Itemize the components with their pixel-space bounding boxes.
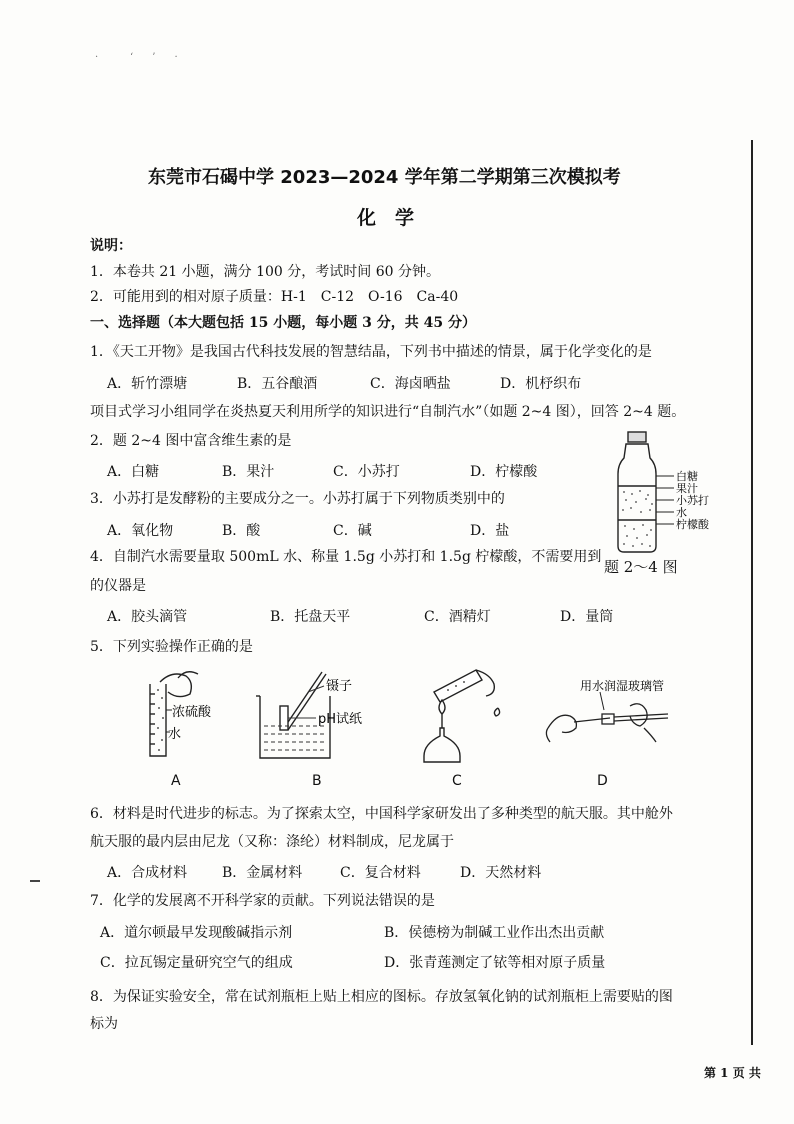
margin-mark: [30, 880, 40, 882]
bottle-label-soda: 小苏打: [676, 494, 709, 507]
q4-option-d: D．量筒: [560, 609, 614, 625]
binding-line: [751, 140, 753, 1045]
q3-option-c: C．碱: [333, 523, 372, 539]
project-intro: 项目式学习小组同学在炎热夏天利用所学的知识进行“自制汽水”（如题 2~4 图），回答 2~4 题。: [90, 404, 686, 420]
q6-stem-line1: 6．材料是时代进步的标志。为了探索太空，中国科学家研发出了多种类型的航天服。其中舱外: [90, 806, 673, 822]
q5-letter-c: C: [452, 773, 462, 789]
bottle-label-juice: 果汁: [676, 482, 698, 495]
q4-option-c: C．酒精灯: [424, 609, 491, 625]
q4-stem-line1: 4．自制汽水需要量取 500mL 水、称量 1.5g 小苏打和 1.5g 柠檬酸，不需要用到: [90, 549, 602, 565]
fig-a-label-acid: 浓硫酸: [172, 705, 212, 720]
q6-option-d: D．天然材料: [460, 865, 542, 881]
q7-option-c: C．拉瓦锡定量研究空气的组成: [100, 955, 293, 971]
q1-stem: 1．《天工开物》是我国古代科技发展的智慧结晶，下列书中描述的情景，属于化学变化的是: [90, 344, 652, 360]
q1-option-c: C．海卤晒盐: [370, 376, 451, 392]
notes-heading: 说明：: [90, 238, 132, 254]
note-1: 1．本卷共 21 小题，满分 100 分，考试时间 60 分钟。: [90, 264, 440, 280]
q7-option-a: A．道尔顿最早发现酸碱指示剂: [100, 925, 293, 941]
q6-option-a: A．合成材料: [107, 865, 188, 881]
q2-option-b: B．果汁: [222, 464, 275, 480]
fig-d-label: 用水润湿玻璃管: [580, 679, 665, 693]
q4-option-b: B．托盘天平: [270, 609, 351, 625]
bottle-leader-lines: [656, 476, 674, 524]
q1-option-b: B．五谷酿酒: [237, 376, 318, 392]
q6-option-c: C．复合材料: [340, 865, 421, 881]
q7-stem: 7．化学的发展离不开科学家的贡献。下列说法错误的是: [90, 893, 435, 909]
q7-option-b: B．侯德榜为制碱工业作出杰出贡献: [384, 925, 605, 941]
subject-title: 化 学: [357, 207, 415, 229]
q2-option-a: A．白糖: [107, 464, 160, 480]
q6-option-b: B．金属材料: [222, 865, 303, 881]
q4-stem-line2: 的仪器是: [90, 578, 146, 594]
q1-option-d: D．机杼织布: [500, 376, 582, 392]
scan-noise: · ‘ ’ ·: [95, 52, 178, 63]
q5-stem: 5．下列实验操作正确的是: [90, 639, 253, 655]
bottle-caption: 题 2～4 图: [604, 558, 678, 576]
bottle-liquid-dots: [622, 490, 653, 547]
q5-figure-c: [410, 664, 510, 768]
q6-stem-line2: 航天服的最内层由尼龙（又称：涤纶）材料制成，尼龙属于: [90, 834, 454, 850]
fig-b-label-ph-paper: pH试纸: [318, 712, 363, 727]
q8-stem-line2: 标为: [90, 1016, 118, 1032]
q7-option-d: D．张青莲测定了铱等相对原子质量: [384, 955, 606, 971]
q5-letter-d: D: [597, 773, 608, 789]
q2-option-d: D．柠檬酸: [470, 464, 538, 480]
exam-title: 东莞市石碣中学 2023—2024 学年第二学期第三次模拟考: [148, 167, 621, 188]
section-heading: 一、选择题（本大题包括 15 小题，每小题 3 分，共 45 分）: [90, 315, 476, 331]
q5-figure-d: [540, 676, 680, 766]
q8-stem-line1: 8．为保证实验安全，常在试剂瓶柜上贴上相应的图标。存放氢氧化钠的试剂瓶柜上需要贴的图: [90, 989, 673, 1005]
q3-option-d: D．盐: [470, 523, 510, 539]
q5-figure-b: [252, 666, 392, 766]
q5-letter-b: B: [312, 773, 322, 789]
q1-option-a: A．斩竹漂塘: [107, 376, 188, 392]
fig-b-label-tweezers: 镊子: [326, 679, 353, 694]
q3-option-b: B．酸: [222, 523, 261, 539]
q2-stem: 2．题 2~4 图中富含维生素的是: [90, 433, 292, 449]
bottle-label-water: 水: [676, 506, 687, 519]
bottle-label-sugar: 白糖: [676, 470, 698, 483]
bottle-label-citric: 柠檬酸: [676, 518, 709, 531]
q2-option-c: C．小苏打: [333, 464, 400, 480]
q3-option-a: A．氧化物: [107, 523, 174, 539]
q4-option-a: A．胶头滴管: [107, 609, 188, 625]
q5-figure-a: [138, 664, 248, 764]
q5-letter-a: A: [171, 773, 181, 789]
page-number: 第 1 页 共: [704, 1066, 761, 1080]
q3-stem: 3．小苏打是发酵粉的主要成分之一。小苏打属于下列物质类别中的: [90, 491, 505, 507]
fig-a-label-water: 水: [168, 727, 182, 742]
note-2: 2．可能用到的相对原子质量：H-1 C-12 O-16 Ca-40: [90, 289, 459, 305]
